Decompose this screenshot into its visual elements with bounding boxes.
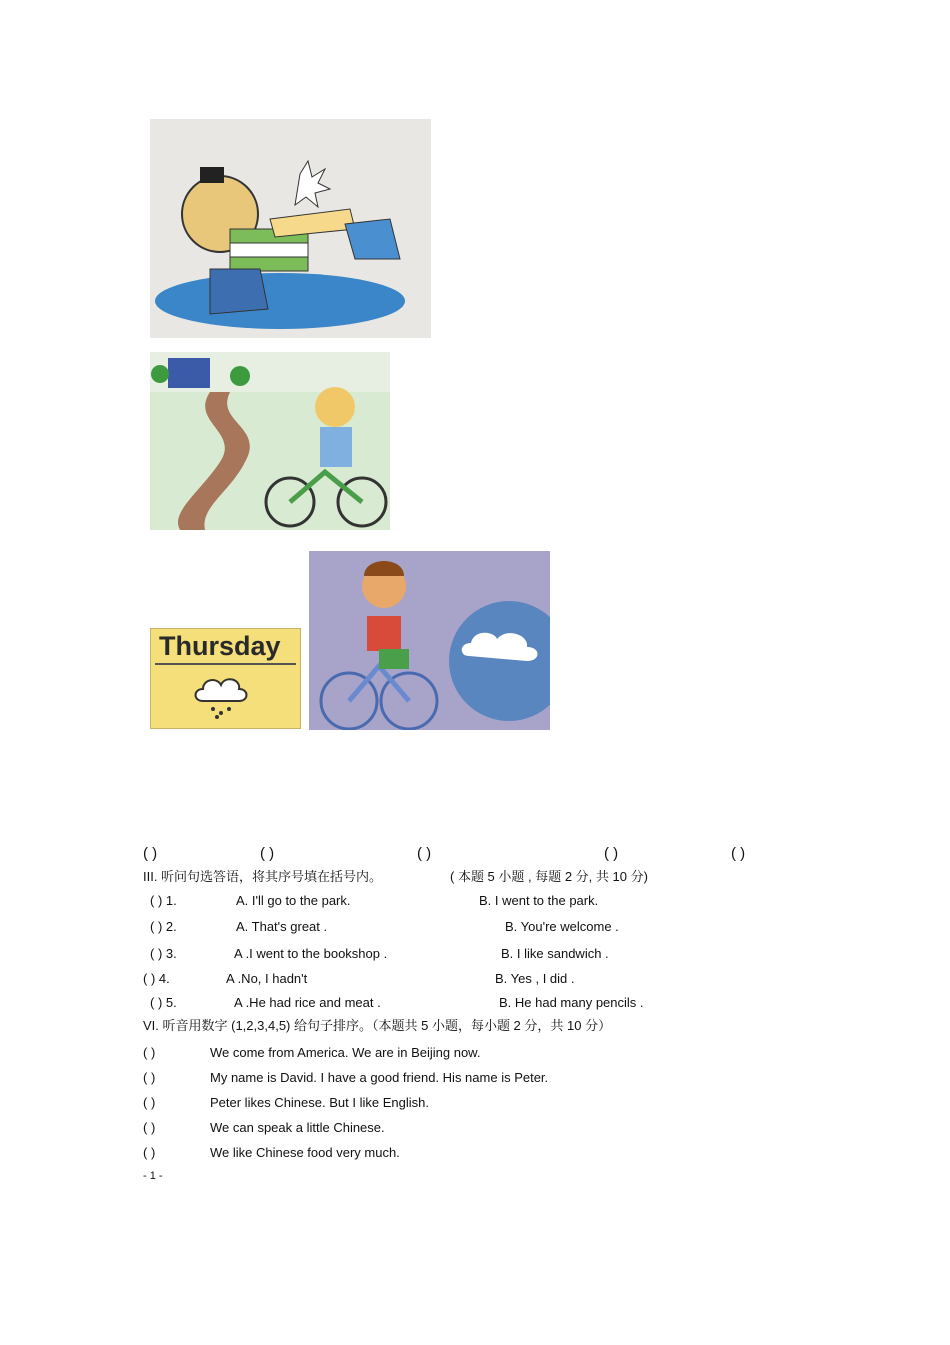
q1-paren[interactable]: ( ) 1. [150, 893, 177, 908]
s6-paren-3[interactable]: ( ) [143, 1095, 156, 1110]
page-number: - 1 - [143, 1170, 163, 1182]
boy-books-image [150, 119, 431, 338]
q1-option-b: B. I went to the park. [479, 893, 599, 908]
thursday-card-image [150, 628, 301, 729]
answer-paren-1[interactable]: ( ) [143, 845, 158, 862]
girl-bike-image [150, 352, 390, 530]
s6-paren-2[interactable]: ( ) [143, 1070, 156, 1085]
q4-paren[interactable]: ( ) 4. [143, 971, 170, 986]
q5-option-b: B. He had many pencils . [499, 995, 644, 1010]
q3-paren[interactable]: ( ) 3. [150, 946, 177, 961]
q3-option-a: A .I went to the bookshop . [234, 946, 388, 961]
s6-sentence-4: We can speak a little Chinese. [210, 1120, 385, 1135]
s6-paren-1[interactable]: ( ) [143, 1045, 156, 1060]
s6-paren-5[interactable]: ( ) [143, 1145, 156, 1160]
rain-cloud-icon [191, 671, 251, 721]
section3-scoring: ( 本题 5 小题 , 每题 2 分, 共 10 分) [450, 869, 648, 884]
thursday-word: Thursday [159, 631, 281, 661]
section6-heading: VI. 听音用数字 (1,2,3,4,5) 给句子排序。（本题共 5 小题，每小题 2 分，共 10 分） [143, 1018, 612, 1033]
s6-paren-4[interactable]: ( ) [143, 1120, 156, 1135]
q4-option-a: A .No, I hadn't [226, 971, 308, 986]
answer-paren-2[interactable]: ( ) [260, 845, 275, 862]
boy-bike-image [309, 551, 550, 730]
q2-option-a: A. That's great . [236, 919, 328, 934]
q5-option-a: A .He had rice and meat . [234, 995, 381, 1010]
q3-option-b: B. I like sandwich . [501, 946, 609, 961]
s6-sentence-1: We come from America. We are in Beijing now. [210, 1045, 481, 1060]
answer-paren-5[interactable]: ( ) [731, 845, 746, 862]
answer-paren-4[interactable]: ( ) [604, 845, 619, 862]
s6-sentence-3: Peter likes Chinese. But I like English. [210, 1095, 429, 1110]
s6-sentence-2: My name is David. I have a good friend. His name is Peter. [210, 1070, 549, 1085]
answer-paren-3[interactable]: ( ) [417, 845, 432, 862]
s6-sentence-5: We like Chinese food very much. [210, 1145, 400, 1160]
q1-option-a: A. I'll go to the park. [236, 893, 351, 908]
section3-heading: III. 听问句选答语，将其序号填在括号内。 [143, 869, 383, 884]
q2-option-b: B. You're welcome . [505, 919, 619, 934]
q5-paren[interactable]: ( ) 5. [150, 995, 177, 1010]
q2-paren[interactable]: ( ) 2. [150, 919, 177, 934]
q4-option-b: B. Yes , I did . [495, 971, 575, 986]
